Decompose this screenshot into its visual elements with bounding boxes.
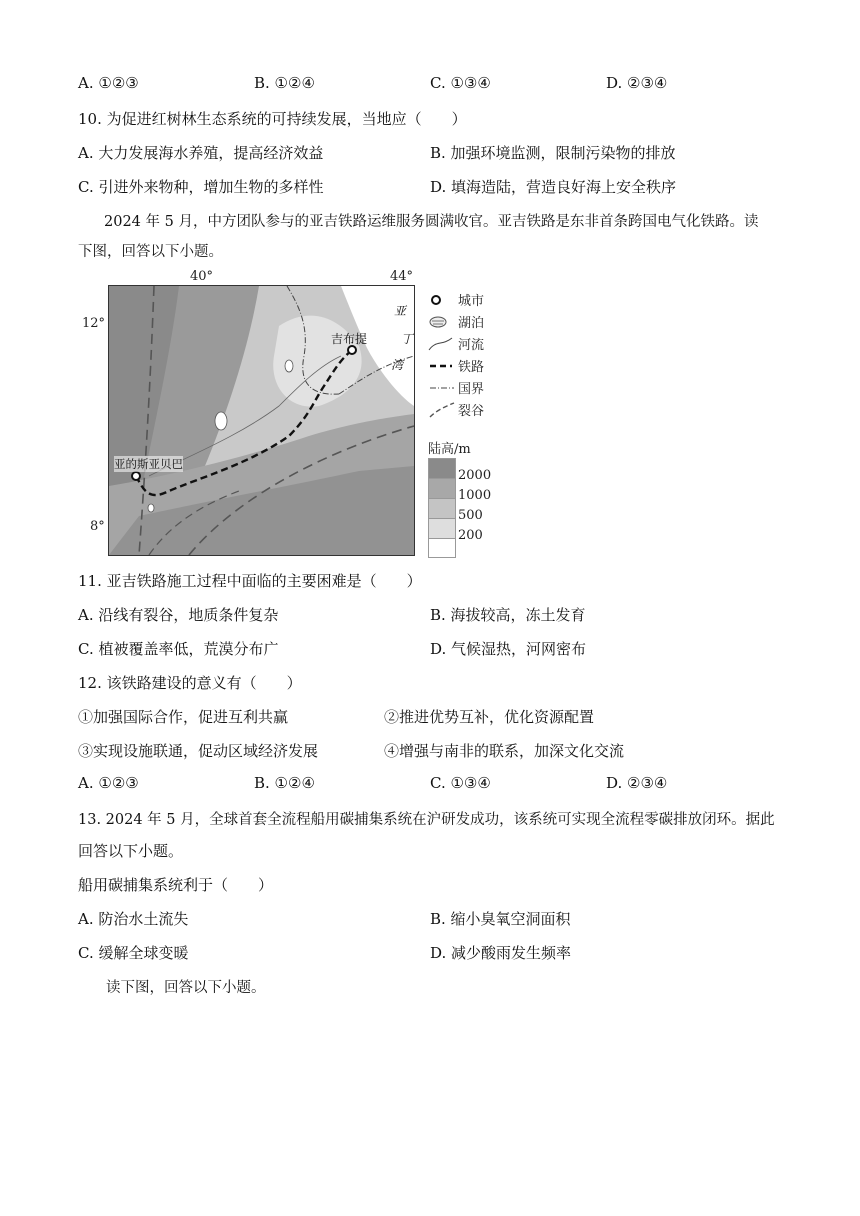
outro-line: 读下图，回答以下小题。 [106, 980, 266, 996]
legend-city-label: 城市 [458, 294, 485, 309]
q11-option-c: C. 植被覆盖率低，荒漠分布广 [78, 640, 279, 658]
lon-label-40: 40° [190, 269, 214, 284]
elevation-band-5 [428, 538, 456, 558]
q12-option-b: B. ①②④ [254, 774, 315, 792]
q11-option-d: D. 气候湿热，河网密布 [430, 640, 587, 658]
elevation-1000: 1000 [458, 488, 492, 503]
elevation-ramp [428, 458, 456, 558]
elevation-500: 500 [458, 508, 483, 523]
legend-railway-label: 铁路 [458, 360, 485, 375]
q12-option-a: A. ①②③ [78, 774, 139, 792]
prev-option-c: C. ①③④ [430, 74, 491, 92]
q11-stem: 11. 亚吉铁路施工过程中面临的主要困难是（ ） [78, 572, 422, 590]
gulf-label-2: 丁 [401, 332, 414, 346]
railway-icon [428, 358, 456, 374]
elevation-band-1 [428, 458, 456, 478]
q10-option-d: D. 填海造陆，营造良好海上安全秩序 [430, 178, 677, 196]
lon-label-44: 44° [390, 269, 414, 284]
q12-item-2: ②推进优势互补，优化资源配置 [384, 708, 595, 726]
lat-label-12: 12° [82, 316, 106, 331]
q12-item-4: ④增强与南非的联系，加深文化交流 [384, 742, 625, 760]
rift-icon [428, 402, 456, 418]
q12-item-1: ①加强国际合作，促进互利共赢 [78, 708, 289, 726]
q12-option-c: C. ①③④ [430, 774, 491, 792]
q12-option-d: D. ②③④ [606, 774, 668, 792]
legend-rift-label: 裂谷 [458, 404, 485, 419]
q11-option-a: A. 沿线有裂谷，地质条件复杂 [78, 606, 279, 624]
q10-option-b: B. 加强环境监测，限制污染物的排放 [430, 144, 676, 162]
legend-lake-label: 湖泊 [458, 316, 485, 331]
map-graphic [109, 286, 414, 555]
q10-stem: 10. 为促进红树林生态系统的可持续发展，当地应（ ） [78, 110, 467, 128]
city-label-djibouti: 吉布提 [331, 332, 368, 346]
river-icon [428, 336, 456, 352]
elevation-band-3 [428, 498, 456, 518]
prev-option-d: D. ②③④ [606, 74, 668, 92]
q10-option-a: A. 大力发展海水养殖，提高经济效益 [78, 144, 324, 162]
elevation-2000: 2000 [458, 468, 492, 483]
elevation-200: 200 [458, 528, 483, 543]
q13-line-1: 13. 2024 年 5 月，全球首套全流程船用碳捕集系统在沪研发成功，该系统可实现全流程零碳排放闭环。据此 [78, 812, 775, 828]
border-icon [428, 380, 456, 396]
city-icon [428, 292, 456, 308]
q10-option-c: C. 引进外来物种，增加生物的多样性 [78, 178, 324, 196]
intro-line-2: 下图，回答以下小题。 [78, 244, 223, 260]
legend-river-label: 河流 [458, 338, 485, 353]
gulf-label-1: 亚 [394, 304, 407, 318]
railway-map [108, 285, 415, 556]
gulf-label-3: 湾 [391, 358, 404, 372]
q13-line-2: 回答以下小题。 [78, 842, 184, 860]
q13-option-d: D. 减少酸雨发生频率 [430, 944, 572, 962]
prev-option-b: B. ①②④ [254, 74, 315, 92]
elevation-band-2 [428, 478, 456, 498]
elevation-band-4 [428, 518, 456, 538]
q13-option-c: C. 缓解全球变暖 [78, 944, 189, 962]
q12-stem: 12. 该铁路建设的意义有（ ） [78, 674, 302, 692]
legend-border-label: 国界 [458, 382, 485, 397]
q12-item-3: ③实现设施联通，促动区域经济发展 [78, 742, 319, 760]
intro-line-1: 2024 年 5 月，中方团队参与的亚吉铁路运维服务圆满收官。亚吉铁路是东非首条跨国电气化铁路。读 [104, 214, 759, 230]
q13-option-a: A. 防治水土流失 [78, 910, 189, 928]
q13-stem: 船用碳捕集系统利于（ ） [78, 876, 274, 894]
city-label-addis-ababa: 亚的斯亚贝巴 [114, 457, 183, 471]
q13-option-b: B. 缩小臭氧空洞面积 [430, 910, 571, 928]
elevation-title: 陆高/m [428, 442, 471, 457]
lat-label-8: 8° [90, 519, 105, 534]
prev-option-a: A. ①②③ [78, 74, 139, 92]
lake-icon [428, 314, 456, 330]
q11-option-b: B. 海拔较高，冻土发育 [430, 606, 586, 624]
